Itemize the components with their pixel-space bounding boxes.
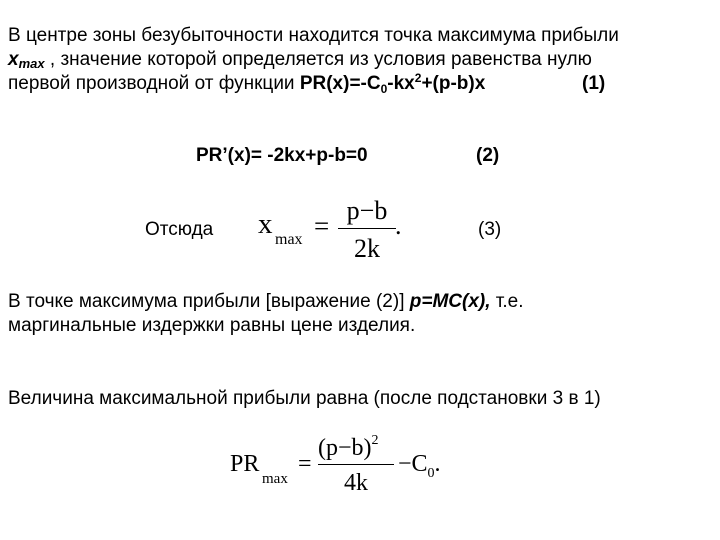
point-line-1	[8, 290, 524, 314]
eq4-equals: =	[298, 451, 312, 477]
equation-1-number: (1)	[582, 73, 606, 94]
point-emphasis: p=MC(x),	[409, 291, 491, 312]
x-variable: x	[8, 49, 19, 70]
profit-function-mid: -kx	[387, 73, 415, 94]
equation-3-number: (3)	[478, 219, 502, 240]
eq3-fraction-bar	[338, 228, 396, 229]
eq3-denominator: 2k	[354, 234, 380, 263]
intro-line-1	[8, 24, 619, 48]
intro-line-1-text: В центре зоны безубыточности находится точка максимума прибыли	[8, 25, 619, 46]
c-subscript: 0	[380, 82, 388, 96]
eq4-period: .	[434, 451, 441, 477]
eq4-lhs: PR	[230, 451, 260, 477]
point-text-b: т.е.	[490, 291, 524, 312]
eq4-lhs-subscript: max	[262, 471, 288, 487]
profit-function-prefix: PR(x)=-C	[299, 73, 381, 94]
eq4-numerator	[318, 435, 379, 465]
eq4-c-subscript: 0	[427, 466, 435, 481]
power-superscript: 2	[414, 71, 422, 85]
equation-2: PR’(x)= -2kx+p-b=0	[196, 145, 368, 166]
eq4-denominator: 4k	[344, 470, 368, 496]
eq4-minus-c	[398, 450, 441, 482]
intro-line-2	[8, 48, 592, 73]
equation-2-number: (2)	[476, 145, 500, 166]
eq4-numerator-power: 2	[371, 433, 379, 448]
eq3-period: .	[395, 211, 402, 240]
eq4-fraction-bar	[318, 464, 394, 465]
profit-function	[300, 73, 485, 94]
max-profit-line: Величина максимальной прибыли равна (после подстановки 3 в 1)	[8, 388, 601, 409]
intro-line-2-text: , значение которой определяется из условия равенства нулю	[44, 49, 592, 70]
profit-function-suffix: +(p-b)x	[421, 73, 486, 94]
intro-line-3	[8, 72, 485, 97]
eq3-lhs-variable: x	[258, 208, 273, 240]
eq4-numerator-base: (p−b)	[318, 435, 372, 461]
x-subscript: max	[18, 56, 45, 71]
hence-label: Отсюда	[145, 219, 214, 240]
eq3-numerator: p−b	[346, 196, 388, 225]
point-line-2: маргинальные издержки равны цене изделия.	[8, 315, 416, 336]
eq3-lhs-subscript: max	[275, 231, 303, 248]
intro-line-3-text: первой производной от функции	[8, 73, 300, 94]
eq4-minus-c-text: −C	[398, 451, 428, 477]
point-text-a: В точке максимума прибыли [выражение (2)]	[8, 291, 410, 312]
eq3-equals: =	[314, 211, 330, 241]
